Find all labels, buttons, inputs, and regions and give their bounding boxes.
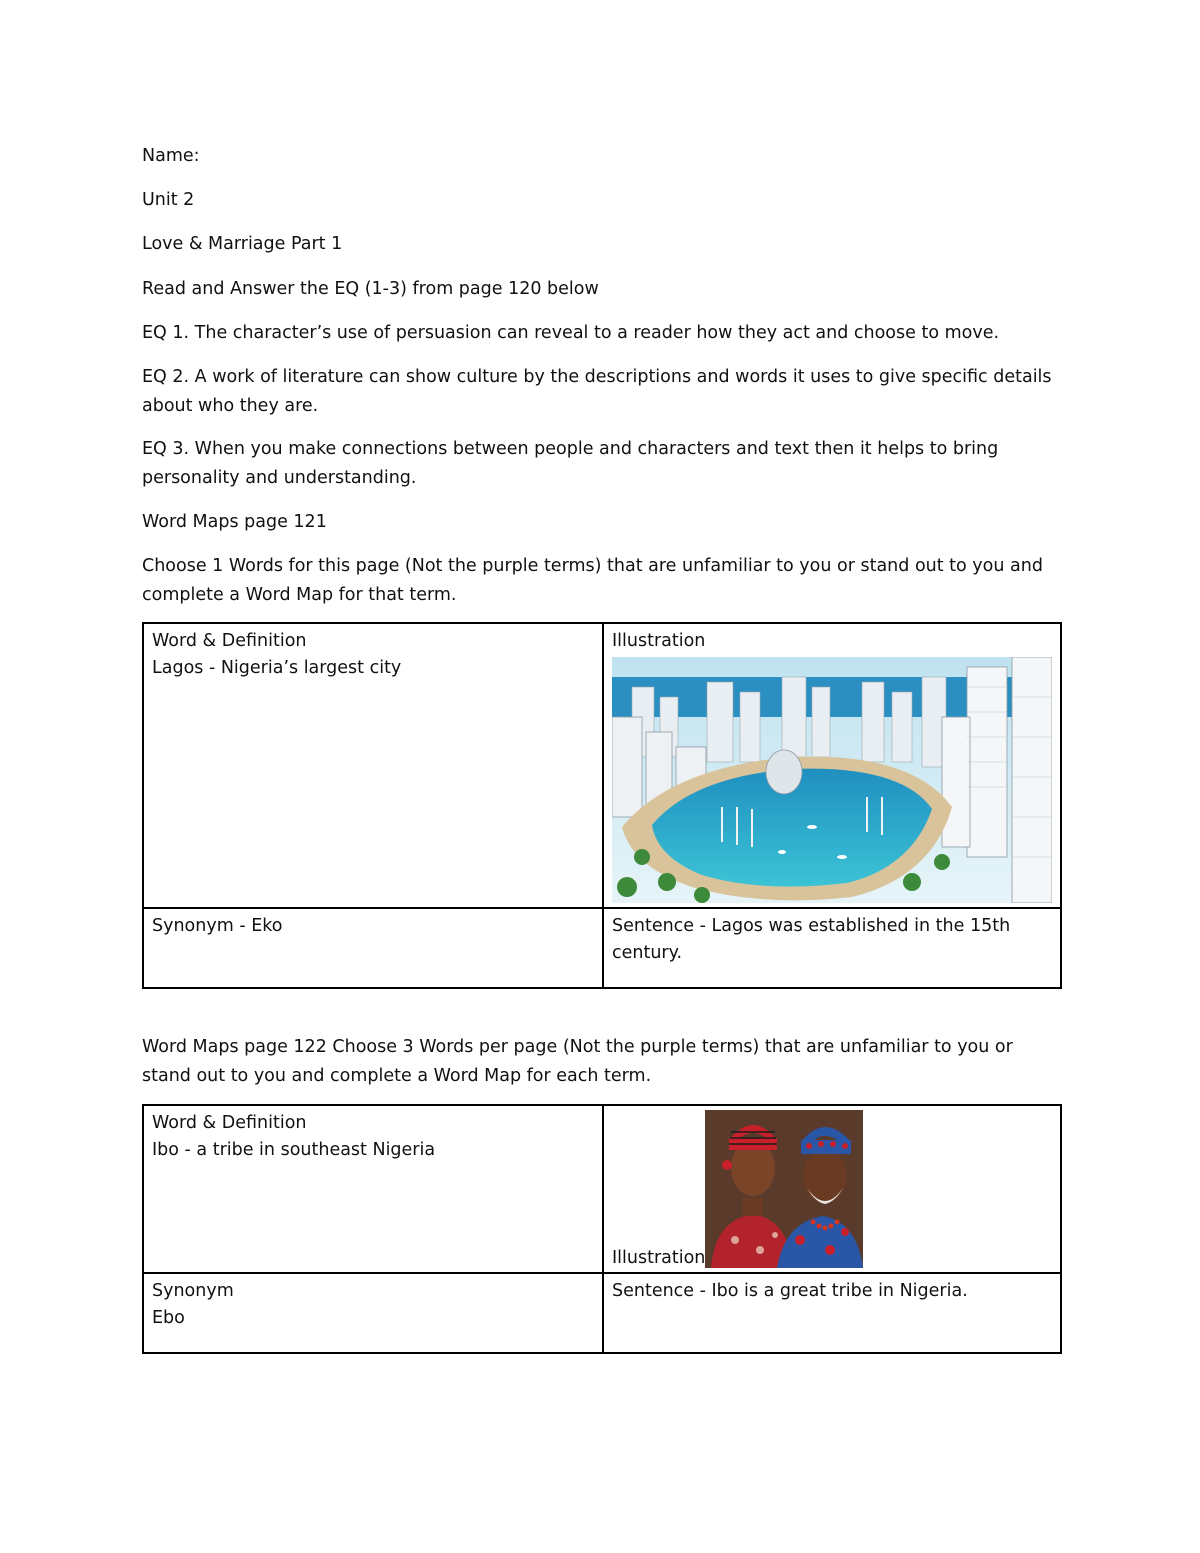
word-map-table-ibo	[142, 1104, 1062, 1354]
word-definition-value: Lagos - Nigeria’s largest city	[152, 658, 402, 678]
illustration-label: Illustration	[612, 631, 706, 651]
eq-instruction: Read and Answer the EQ (1-3) from page 120 below	[142, 279, 599, 299]
eq-2	[142, 363, 1062, 420]
synonym-cell	[143, 1273, 603, 1353]
word-definition-label: Word & Definition	[152, 1113, 307, 1133]
eq-2-text: A work of literature can show culture by the descriptions and words it uses to give specific details about who they are.	[142, 367, 1052, 416]
eq-1-label: EQ 1.	[142, 323, 190, 343]
word-definition-cell	[143, 1105, 603, 1273]
unit-label: Unit 2	[142, 190, 195, 210]
synonym-cell	[143, 908, 603, 988]
synonym-value: Ebo	[152, 1308, 185, 1328]
section2-instruction: Word Maps page 122 Choose 3 Words per page (Not the purple terms) that are unfamiliar to you or stand out to you and complete a Word Map for each term.	[142, 1037, 1013, 1086]
word-map-table-lagos	[142, 622, 1062, 989]
sentence-cell	[603, 908, 1061, 988]
word-definition-cell	[143, 623, 603, 908]
ibo-men-illustration	[705, 1110, 863, 1268]
illustration-cell	[603, 1105, 1061, 1273]
eq-1-text: The character’s use of persuasion can reveal to a reader how they act and choose to move.	[189, 323, 1000, 343]
sentence-text: Sentence - Ibo is a great tribe in Nigeria.	[612, 1281, 968, 1301]
word-definition-label: Word & Definition	[152, 631, 307, 651]
lagos-city-illustration	[612, 657, 1052, 903]
eq-2-label: EQ 2.	[142, 367, 190, 387]
illustration-label: Illustration	[612, 1248, 706, 1268]
eq-3-label: EQ 3.	[142, 439, 190, 459]
lesson-title: Love & Marriage Part 1	[142, 234, 343, 254]
sentence-text: Sentence - Lagos was established in the 15th century.	[612, 916, 1011, 963]
illustration-row	[612, 1110, 1052, 1268]
synonym-text: Synonym - Eko	[152, 916, 283, 936]
synonym-label: Synonym	[152, 1281, 234, 1301]
eq-1	[142, 319, 1062, 348]
illustration-cell	[603, 623, 1061, 908]
name-label: Name:	[142, 146, 200, 166]
section1-heading: Word Maps page 121	[142, 512, 327, 532]
sentence-cell	[603, 1273, 1061, 1353]
word-definition-value: Ibo - a tribe in southeast Nigeria	[152, 1140, 436, 1160]
section1-instruction: Choose 1 Words for this page (Not the purple terms) that are unfamiliar to you or stand out to you and complete a Word Map for that term.	[142, 556, 1043, 605]
eq-3-text: When you make connections between people and characters and text then it helps to bring personality and understanding.	[142, 439, 999, 488]
eq-3	[142, 435, 1062, 492]
